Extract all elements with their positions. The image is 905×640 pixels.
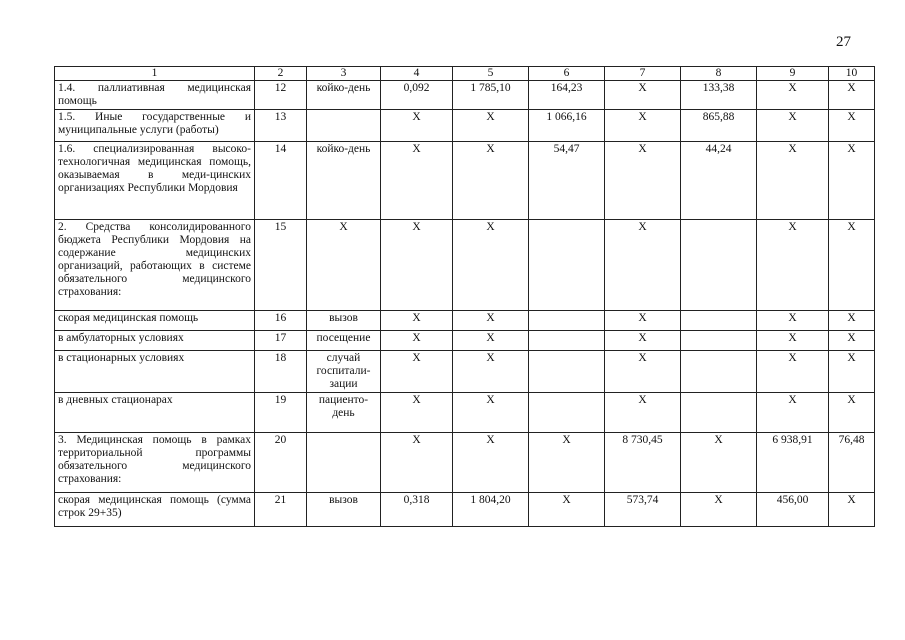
row-label: 1.5. Иные государственные и муниципальные услуги (работы) (55, 110, 255, 142)
row-label: скорая медицинская помощь (сумма строк 29+35) (55, 493, 255, 527)
table-cell: 865,88 (681, 110, 757, 142)
table-row (55, 142, 875, 220)
row-label: в дневных стационарах (55, 393, 255, 433)
table-cell: X (605, 110, 681, 142)
table-cell: X (453, 433, 529, 493)
table-cell: 573,74 (605, 493, 681, 527)
table-cell: X (829, 220, 875, 311)
table-cell: пациенто-день (307, 393, 381, 433)
table-cell: X (605, 142, 681, 220)
row-label: в амбулаторных условиях (55, 331, 255, 351)
table-cell: X (453, 110, 529, 142)
table-cell (681, 351, 757, 393)
table-cell: 20 (255, 433, 307, 493)
table-cell: X (829, 142, 875, 220)
table-cell: 1 785,10 (453, 81, 529, 110)
table-cell: X (529, 433, 605, 493)
header-row (55, 67, 875, 81)
table-cell: 21 (255, 493, 307, 527)
table-cell: 15 (255, 220, 307, 311)
table-cell: 8 730,45 (605, 433, 681, 493)
table-cell: вызов (307, 311, 381, 331)
table-cell: X (381, 331, 453, 351)
table-cell: X (829, 81, 875, 110)
col-header: 2 (255, 67, 307, 81)
col-header: 7 (605, 67, 681, 81)
table-cell: X (757, 220, 829, 311)
table-cell: X (829, 493, 875, 527)
table-cell: X (605, 393, 681, 433)
table-cell (307, 433, 381, 493)
table-row (55, 331, 875, 351)
table-cell: X (681, 493, 757, 527)
table-cell: X (829, 331, 875, 351)
row-label: 1.4. паллиативная медицинская помощь (55, 81, 255, 110)
table-cell: X (757, 393, 829, 433)
table-cell: X (829, 311, 875, 331)
table-cell: X (757, 311, 829, 331)
table-cell: 0,318 (381, 493, 453, 527)
table-cell: койко-день (307, 81, 381, 110)
col-header: 6 (529, 67, 605, 81)
page-number: 27 (836, 34, 851, 50)
table-cell: X (453, 142, 529, 220)
table-cell: 1 066,16 (529, 110, 605, 142)
table-cell: посещение (307, 331, 381, 351)
table-cell: X (381, 142, 453, 220)
table-cell: 17 (255, 331, 307, 351)
table-cell: X (381, 311, 453, 331)
table-cell: 164,23 (529, 81, 605, 110)
table-cell: 1 804,20 (453, 493, 529, 527)
table-cell: X (757, 142, 829, 220)
row-label: скорая медицинская помощь (55, 311, 255, 331)
col-header: 10 (829, 67, 875, 81)
table-cell: 13 (255, 110, 307, 142)
table-cell: X (381, 393, 453, 433)
table-cell: X (757, 110, 829, 142)
table-cell (529, 220, 605, 311)
table-cell: X (453, 220, 529, 311)
col-header: 3 (307, 67, 381, 81)
table-row (55, 393, 875, 433)
table-cell (529, 331, 605, 351)
table-cell (681, 311, 757, 331)
table-row (55, 81, 875, 110)
tariff-table (54, 66, 875, 527)
table-row (55, 311, 875, 331)
table-cell (307, 110, 381, 142)
table-cell (529, 311, 605, 331)
table-cell: X (453, 331, 529, 351)
table-row (55, 493, 875, 527)
table-cell: X (381, 110, 453, 142)
table-cell: койко-день (307, 142, 381, 220)
row-label: 2. Средства консолидированного бюджета Республики Мордовия на содержание медицинских организаций, работающих в системе обязательного медицинского страхования: (55, 220, 255, 311)
table-cell: 0,092 (381, 81, 453, 110)
table-cell: вызов (307, 493, 381, 527)
col-header: 9 (757, 67, 829, 81)
table-cell: X (605, 351, 681, 393)
row-label: в стационарных условиях (55, 351, 255, 393)
table-cell: X (381, 433, 453, 493)
table-cell: X (381, 351, 453, 393)
table-cell: X (381, 220, 453, 311)
table-row (55, 351, 875, 393)
table-cell: X (529, 493, 605, 527)
table-cell (529, 351, 605, 393)
table-cell: 6 938,91 (757, 433, 829, 493)
row-label: 1.6. специализированная высоко-технологичная медицинская помощь, оказываемая в меди-цинских организациях Республики Мордовия (55, 142, 255, 220)
col-header: 8 (681, 67, 757, 81)
table-cell (681, 220, 757, 311)
table-cell: X (453, 311, 529, 331)
table-cell: 12 (255, 81, 307, 110)
col-header: 1 (55, 67, 255, 81)
table-cell: X (453, 393, 529, 433)
table-cell: 18 (255, 351, 307, 393)
table-cell: X (829, 351, 875, 393)
table-row (55, 433, 875, 493)
row-label: 3. Медицинская помощь в рамках территориальной программы обязательного медицинского страхования: (55, 433, 255, 493)
table-cell: X (605, 331, 681, 351)
table-cell: 76,48 (829, 433, 875, 493)
table-cell (681, 331, 757, 351)
table-cell: X (307, 220, 381, 311)
table-cell: X (605, 220, 681, 311)
col-header: 4 (381, 67, 453, 81)
col-header: 5 (453, 67, 529, 81)
table-cell (681, 393, 757, 433)
table-cell: 14 (255, 142, 307, 220)
table-cell: 44,24 (681, 142, 757, 220)
table-cell: 54,47 (529, 142, 605, 220)
table-cell (529, 393, 605, 433)
table-cell: X (829, 393, 875, 433)
table-cell: X (681, 433, 757, 493)
table-cell: X (829, 110, 875, 142)
table-cell: X (757, 351, 829, 393)
table-cell: X (453, 351, 529, 393)
table-cell: 16 (255, 311, 307, 331)
table-cell: X (605, 311, 681, 331)
table-cell: X (757, 81, 829, 110)
table-row (55, 220, 875, 311)
table-cell: 19 (255, 393, 307, 433)
table-cell: случай госпитали-зации (307, 351, 381, 393)
table-cell: 456,00 (757, 493, 829, 527)
table-cell: X (757, 331, 829, 351)
table-cell: 133,38 (681, 81, 757, 110)
table-cell: X (605, 81, 681, 110)
table-row (55, 110, 875, 142)
